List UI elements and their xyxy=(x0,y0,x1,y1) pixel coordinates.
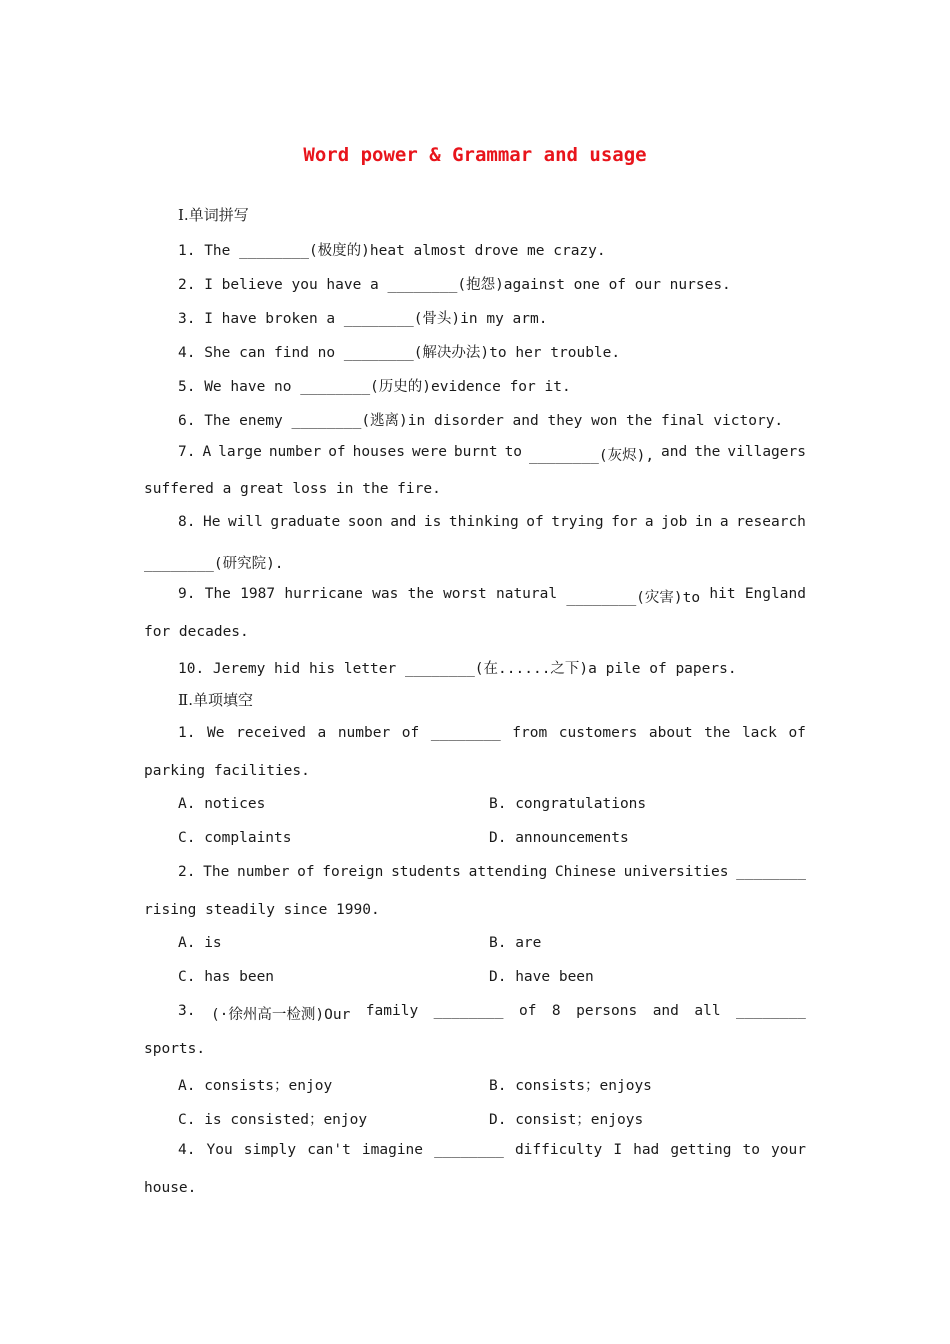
word: of xyxy=(297,864,315,880)
choice-q2-option-d: D. have been xyxy=(489,969,594,985)
word: of xyxy=(328,444,346,460)
word: imagine xyxy=(361,1142,424,1158)
choice-q1-stem xyxy=(178,725,806,741)
word: difficulty xyxy=(514,1142,603,1158)
choice-q4-stem-cont: house. xyxy=(144,1180,197,1196)
word: thinking xyxy=(448,514,519,530)
word: You xyxy=(206,1142,233,1158)
word: 1987 xyxy=(240,586,276,602)
word: 8 xyxy=(551,1003,561,1019)
word: job xyxy=(661,514,688,530)
word: the xyxy=(407,586,434,602)
word: large xyxy=(218,444,262,460)
word: soon xyxy=(347,514,383,530)
word: for xyxy=(611,514,638,530)
choice-q3-stem xyxy=(178,1003,806,1024)
choice-q4-stem xyxy=(178,1142,806,1158)
word: ________(灰烬), xyxy=(529,448,655,464)
choice-q2-stem xyxy=(178,864,806,880)
spelling-item-5: 5. We have no ________(历史的)evidence for it. xyxy=(178,379,571,395)
word: were xyxy=(412,444,447,460)
word: had xyxy=(633,1142,660,1158)
choice-q3-stem-cont: sports. xyxy=(144,1041,206,1057)
word: research xyxy=(736,514,806,530)
choice-q3-option-c: C. is consisted；enjoy xyxy=(178,1112,368,1128)
word: 9. xyxy=(178,586,196,602)
word: burnt xyxy=(453,444,498,460)
word: ________ xyxy=(430,725,501,741)
word: natural xyxy=(495,586,558,602)
spelling-item-8-cont: ________(研究院). xyxy=(144,556,284,572)
word: 7. xyxy=(178,444,196,460)
word: universities xyxy=(623,864,729,880)
word: 3. xyxy=(178,1003,196,1019)
choice-q2-option-b: B. are xyxy=(489,935,542,951)
word: and xyxy=(390,514,417,530)
word: worst xyxy=(443,586,487,602)
word: to xyxy=(742,1142,760,1158)
word: graduate xyxy=(270,514,341,530)
word: 4. xyxy=(178,1142,196,1158)
word: persons xyxy=(576,1003,638,1019)
spelling-item-3: 3. I have broken a ________(骨头)in my arm. xyxy=(178,311,548,327)
word: 8. xyxy=(178,514,196,530)
word: and xyxy=(652,1003,679,1019)
word: The xyxy=(203,864,230,880)
word: He xyxy=(202,514,221,530)
word: foreign xyxy=(322,864,384,880)
page-title: Word power & Grammar and usage xyxy=(303,144,647,166)
word: all xyxy=(694,1003,721,1019)
word: in xyxy=(694,514,713,530)
spelling-item-8 xyxy=(178,514,806,530)
word: ________ xyxy=(736,1003,806,1019)
word: and xyxy=(661,444,688,460)
word: of xyxy=(401,725,420,741)
word: We xyxy=(207,725,225,741)
choice-q2-stem-cont: rising steadily since 1990. xyxy=(144,902,380,918)
choice-q1-option-a: A. notices xyxy=(178,796,266,812)
word: your xyxy=(771,1142,806,1158)
choice-q1-option-b: B. congratulations xyxy=(489,796,647,812)
word: ________(灾害)to xyxy=(566,590,701,606)
choice-q3-option-d: D. consist；enjoys xyxy=(489,1112,644,1128)
word: The xyxy=(204,586,231,602)
word: I xyxy=(613,1142,623,1158)
choice-q1-stem-cont: parking facilities. xyxy=(144,763,310,779)
word: A xyxy=(202,444,212,460)
word: of xyxy=(788,725,806,741)
section-heading-choice: Ⅱ.单项填空 xyxy=(178,691,253,709)
word: is xyxy=(423,514,442,530)
word: hit xyxy=(709,586,736,602)
section-heading-spelling: Ⅰ.单词拼写 xyxy=(178,206,249,224)
word: villagers xyxy=(727,444,806,460)
word: to xyxy=(504,444,523,460)
word: number xyxy=(237,864,290,880)
spelling-item-2: 2. I believe you have a ________(抱怨)against one of our nurses. xyxy=(178,277,731,293)
word: the xyxy=(694,444,721,460)
word: trying xyxy=(551,514,604,530)
word: a xyxy=(644,514,654,530)
choice-q3-option-b: B. consists；enjoys xyxy=(489,1078,652,1094)
word: 2. xyxy=(178,864,196,880)
spelling-item-9-cont: for decades. xyxy=(144,624,249,640)
word: number xyxy=(268,444,322,460)
word: family xyxy=(365,1003,419,1019)
word: 1. xyxy=(178,725,196,741)
word: about xyxy=(648,725,693,741)
word: lack xyxy=(741,725,777,741)
word: students xyxy=(391,864,461,880)
choice-q1-option-d: D. announcements xyxy=(489,830,629,846)
word: of xyxy=(518,1003,537,1019)
spelling-item-10: 10. Jeremy hid his letter ________(在......之下)a pile of papers. xyxy=(178,661,737,677)
spelling-item-1: 1. The ________(极度的)heat almost drove me crazy. xyxy=(178,243,606,259)
word: customers xyxy=(558,725,638,741)
word: houses xyxy=(352,444,406,460)
choice-q1-option-c: C. complaints xyxy=(178,830,292,846)
word: ________ xyxy=(736,864,806,880)
choice-q3-option-a: A. consists；enjoy xyxy=(178,1078,333,1094)
word: ________ xyxy=(433,1003,504,1019)
word: of xyxy=(526,514,544,530)
spelling-item-6: 6. The enemy ________(逃离)in disorder and they won the final victory. xyxy=(178,413,784,429)
word: (·徐州高一检测)Our xyxy=(210,1007,351,1023)
word: getting xyxy=(670,1142,732,1158)
word: a xyxy=(719,514,729,530)
word: Chinese xyxy=(554,864,616,880)
spelling-item-4: 4. She can find no ________(解决办法)to her trouble. xyxy=(178,345,621,361)
spelling-item-7 xyxy=(178,444,806,465)
word: will xyxy=(227,514,263,530)
word: attending xyxy=(468,864,548,880)
choice-q2-option-c: C. has been xyxy=(178,969,275,985)
choice-q2-option-a: A. is xyxy=(178,935,222,951)
word: can't xyxy=(307,1142,351,1158)
spelling-item-7-cont: suffered a great loss in the fire. xyxy=(144,481,441,497)
word: a xyxy=(317,725,327,741)
word: number xyxy=(337,725,391,741)
word: received xyxy=(236,725,306,741)
spelling-item-9 xyxy=(178,586,806,607)
word: the xyxy=(704,725,731,741)
word: England xyxy=(744,586,806,602)
word: was xyxy=(372,586,399,602)
word: ________ xyxy=(434,1142,504,1158)
word: hurricane xyxy=(284,586,363,602)
word: from xyxy=(512,725,548,741)
word: simply xyxy=(243,1142,297,1158)
